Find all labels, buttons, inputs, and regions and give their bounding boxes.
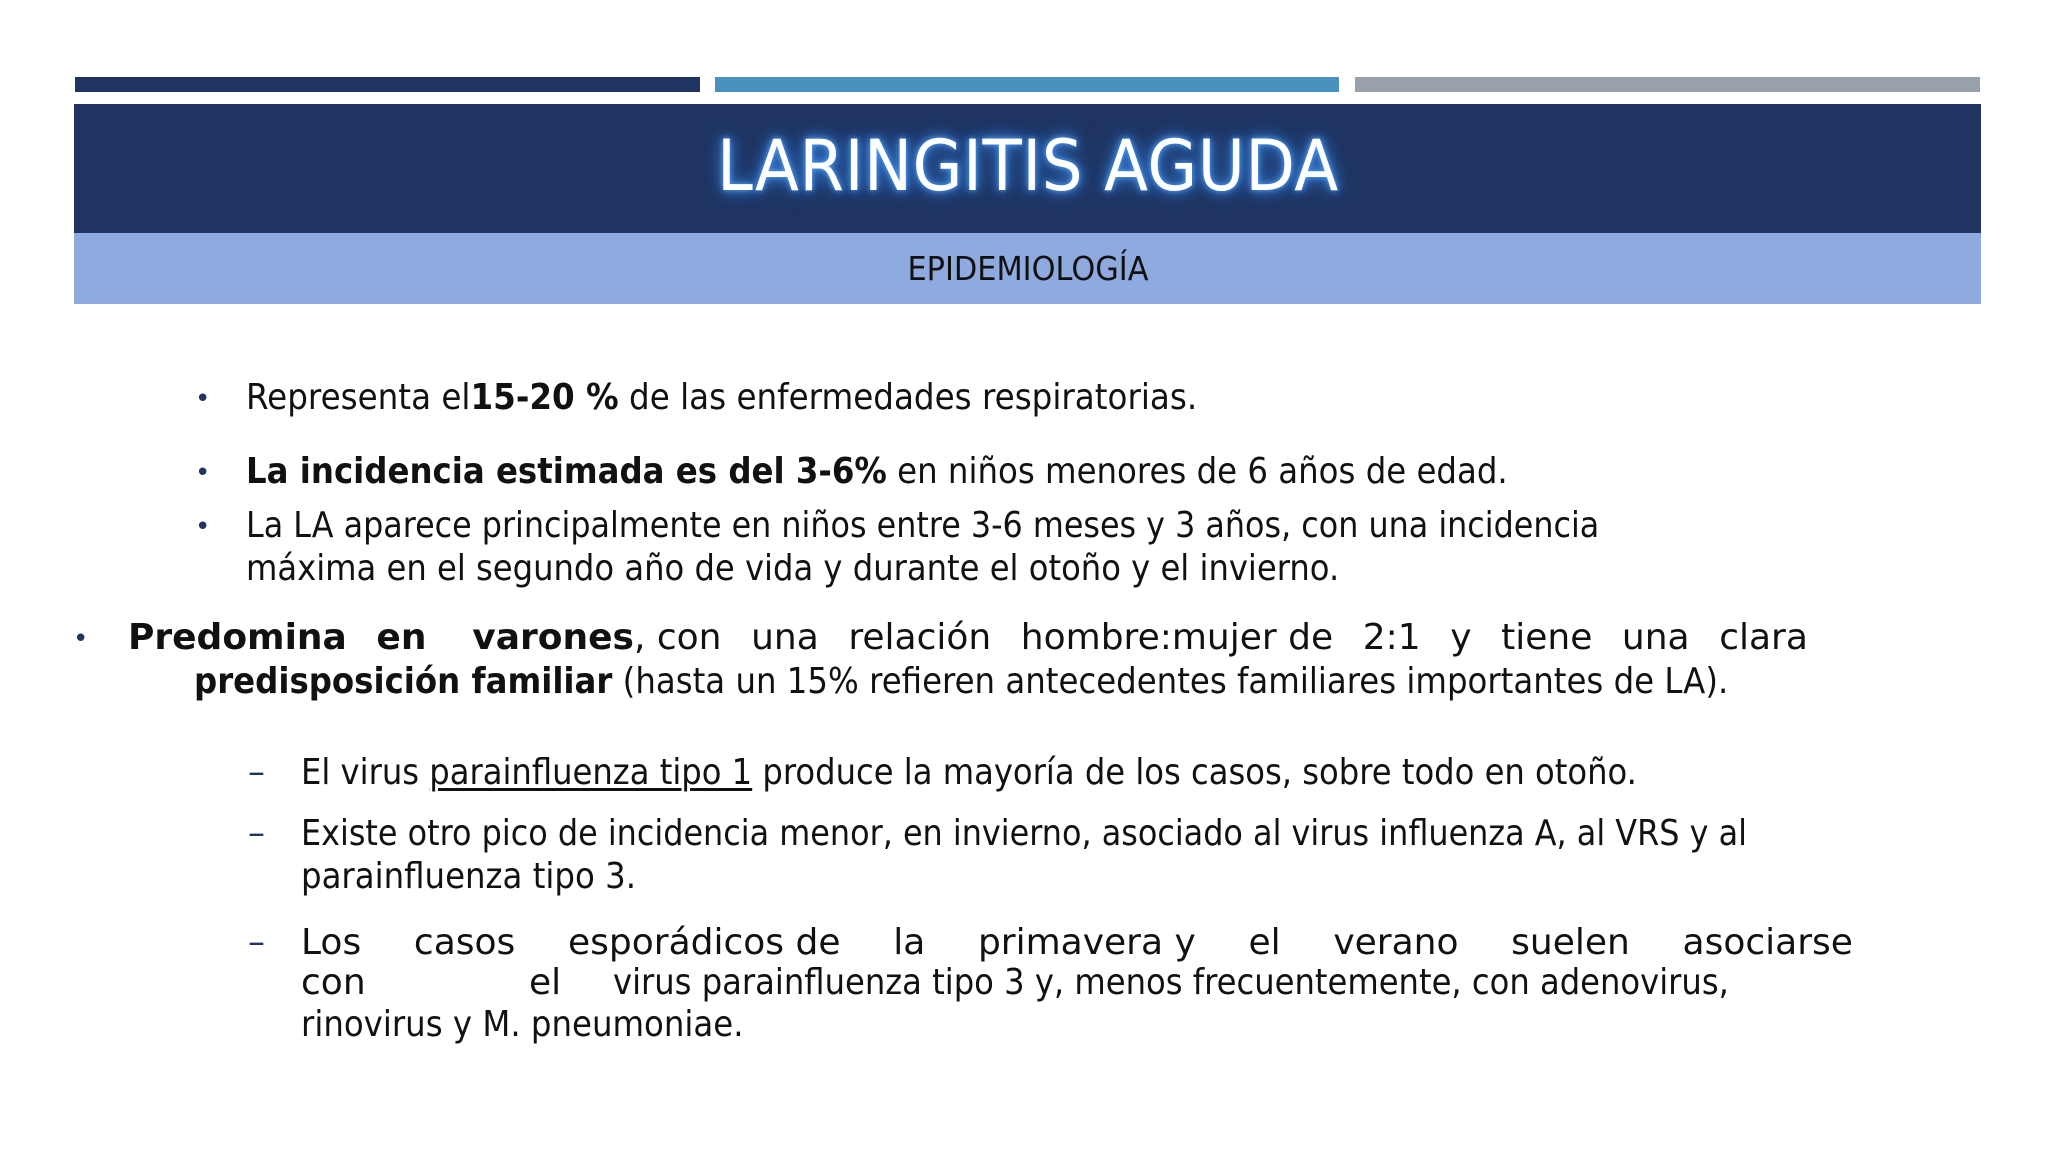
text-run-bold: Predomina: [128, 617, 347, 658]
text-run: (hasta un 15% refieren antecedentes familiares importantes de LA).: [612, 661, 1729, 702]
slide-subtitle: EPIDEMIOLOGÍA: [906, 249, 1149, 288]
text-run-underlined: parainfluenza tipo 1: [429, 752, 753, 793]
text-run: el: [1248, 922, 1281, 963]
text-run: Los: [301, 922, 362, 963]
text-run-bold: 15-20 %: [470, 377, 619, 418]
text-run: una: [1621, 617, 1690, 658]
sub-bullet-1-text: [301, 752, 1637, 794]
text-run: de las enfermedades respiratorias.: [618, 377, 1198, 418]
text-run-bold: varones: [472, 617, 634, 658]
bullet-icon: •: [195, 384, 211, 414]
text-run: hombre:mujer de: [1020, 617, 1334, 658]
dash-icon: –: [248, 922, 265, 962]
bullet-icon: •: [195, 512, 211, 542]
bullet-icon: •: [73, 624, 89, 654]
accent-bar-blue: [715, 77, 1339, 92]
text-run: con: [301, 962, 366, 1003]
dash-icon: –: [248, 752, 265, 792]
accent-bar-navy: [75, 77, 700, 92]
text-run: esporádicos de: [567, 922, 841, 963]
bullet-4-line-1: [128, 617, 1808, 659]
text-run: el: [529, 962, 562, 1003]
title-band: [74, 104, 1981, 233]
text-run: 2:1: [1362, 617, 1421, 658]
dash-icon: –: [248, 813, 265, 853]
bullet-4-line-2: [194, 661, 1728, 703]
text-run: verano: [1333, 922, 1459, 963]
text-run-bold: predisposición familiar: [194, 661, 613, 702]
text-run-bold: en: [376, 617, 427, 658]
accent-bar-gray: [1355, 77, 1980, 92]
text-run: una: [751, 617, 819, 658]
text-run-bold: La incidencia estimada es del 3-6%: [246, 451, 887, 492]
text-run: produce la mayoría de los casos, sobre todo en otoño.: [752, 752, 1637, 793]
sub-bullet-2-line-2: parainfluenza tipo 3.: [301, 856, 637, 897]
bullet-2-text: [246, 451, 1508, 493]
bullet-1-text: [246, 377, 1197, 419]
text-run: asociarse: [1682, 922, 1853, 963]
sub-bullet-3-line-1: [301, 922, 1853, 964]
bullet-icon: •: [195, 458, 211, 488]
text-run: primavera y: [977, 922, 1196, 963]
text-run: y: [1450, 617, 1472, 658]
text-run: tiene: [1501, 617, 1593, 658]
sub-bullet-2-line-1: Existe otro pico de incidencia menor, en invierno, asociado al virus influenza A, al VRS y al: [301, 813, 1747, 854]
bullet-3-line-1: La LA aparece principalmente en niños entre 3-6 meses y 3 años, con una incidencia: [246, 505, 1600, 546]
text-run: , con: [633, 617, 722, 658]
text-run: suelen: [1511, 922, 1630, 963]
text-run: casos: [413, 922, 516, 963]
text-run: clara: [1719, 617, 1808, 658]
subtitle-band: [74, 233, 1981, 304]
text-run: virus parainfluenza tipo 3 y, menos frecuentemente, con adenovirus,: [613, 962, 1729, 1003]
text-run: Representa el: [246, 377, 471, 418]
sub-bullet-3-line-3: rinovirus y M. pneumoniae.: [301, 1004, 744, 1045]
slide-title: LARINGITIS AGUDA: [716, 124, 1339, 207]
text-run: El virus: [301, 752, 430, 793]
text-run: relación: [848, 617, 992, 658]
text-run: la: [893, 922, 926, 963]
bullet-3-line-2: máxima en el segundo año de vida y durante el otoño y el invierno.: [246, 548, 1340, 589]
text-run: en niños menores de 6 años de edad.: [886, 451, 1508, 492]
